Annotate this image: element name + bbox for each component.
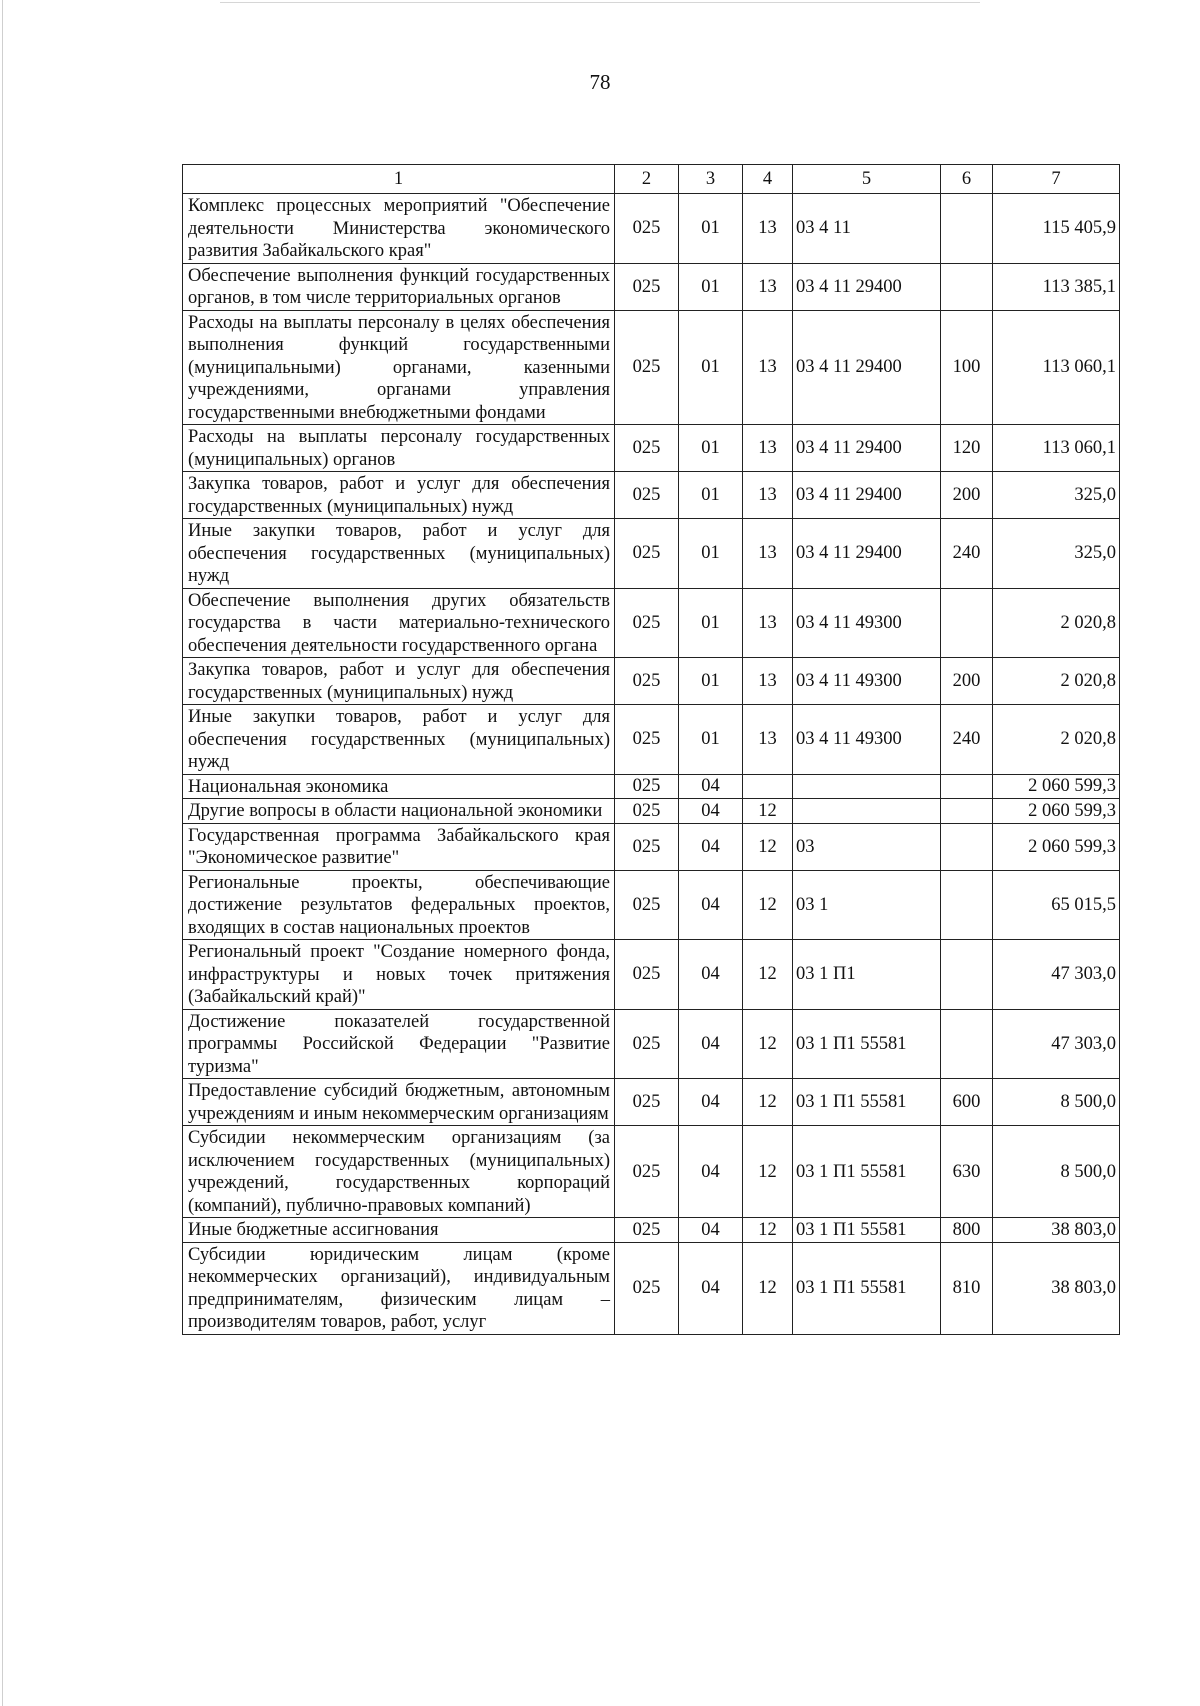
row-name-cell: Другие вопросы в области национальной экономики xyxy=(183,799,615,824)
row-subsection-cell: 13 xyxy=(743,705,793,775)
row-subsection-cell: 12 xyxy=(743,940,793,1010)
table-header-row xyxy=(183,165,1120,194)
row-name-cell: Региональные проекты, обеспечивающие достижение результатов федеральных проектов, входящих в состав национальных проектов xyxy=(183,870,615,940)
row-expense-type-cell: 240 xyxy=(941,519,993,589)
row-sum-cell: 2 020,8 xyxy=(993,588,1120,658)
row-subsection-cell: 13 xyxy=(743,425,793,472)
row-name-cell: Расходы на выплаты персоналу государственных (муниципальных) органов xyxy=(183,425,615,472)
table-row xyxy=(183,472,1120,519)
row-expense-type-cell xyxy=(941,870,993,940)
row-section-cell: 04 xyxy=(679,1009,743,1079)
row-grbs-cell: 025 xyxy=(615,194,679,264)
table-row xyxy=(183,1126,1120,1218)
row-target-article-cell xyxy=(793,799,941,824)
row-subsection-cell: 13 xyxy=(743,519,793,589)
row-name-cell: Расходы на выплаты персоналу в целях обеспечения выполнения функций государственными (муниципальными) органами, казенными учреждениями, органами управления государственными внебюджетными фондами xyxy=(183,310,615,425)
row-target-article-cell: 03 4 11 49300 xyxy=(793,658,941,705)
table-row xyxy=(183,940,1120,1010)
row-section-cell: 04 xyxy=(679,1218,743,1243)
row-grbs-cell: 025 xyxy=(615,823,679,870)
row-sum-cell: 2 020,8 xyxy=(993,705,1120,775)
row-subsection-cell: 12 xyxy=(743,1079,793,1126)
row-subsection-cell: 13 xyxy=(743,658,793,705)
row-expense-type-cell: 120 xyxy=(941,425,993,472)
row-name-cell: Закупка товаров, работ и услуг для обеспечения государственных (муниципальных) нужд xyxy=(183,472,615,519)
row-section-cell: 01 xyxy=(679,588,743,658)
row-grbs-cell: 025 xyxy=(615,705,679,775)
row-section-cell: 01 xyxy=(679,310,743,425)
row-name-cell: Субсидии юридическим лицам (кроме некоммерческих организаций), индивидуальным предпринимателям, физическим лицам – производителям товаров, работ, услуг xyxy=(183,1242,615,1334)
row-section-cell: 04 xyxy=(679,774,743,799)
row-sum-cell: 47 303,0 xyxy=(993,940,1120,1010)
row-target-article-cell: 03 1 П1 55581 xyxy=(793,1242,941,1334)
row-expense-type-cell: 200 xyxy=(941,658,993,705)
row-name-cell: Иные закупки товаров, работ и услуг для обеспечения государственных (муниципальных) нужд xyxy=(183,519,615,589)
row-subsection-cell: 13 xyxy=(743,588,793,658)
table-row xyxy=(183,658,1120,705)
row-target-article-cell: 03 4 11 29400 xyxy=(793,310,941,425)
header-cell-4: 4 xyxy=(743,165,793,194)
row-sum-cell: 2 060 599,3 xyxy=(993,799,1120,824)
row-grbs-cell: 025 xyxy=(615,940,679,1010)
row-section-cell: 01 xyxy=(679,194,743,264)
row-grbs-cell: 025 xyxy=(615,310,679,425)
row-subsection-cell: 13 xyxy=(743,194,793,264)
row-target-article-cell xyxy=(793,774,941,799)
row-section-cell: 04 xyxy=(679,799,743,824)
row-subsection-cell: 13 xyxy=(743,472,793,519)
row-target-article-cell: 03 1 П1 xyxy=(793,940,941,1010)
row-subsection-cell: 13 xyxy=(743,263,793,310)
row-grbs-cell: 025 xyxy=(615,774,679,799)
row-section-cell: 04 xyxy=(679,870,743,940)
row-subsection-cell xyxy=(743,774,793,799)
table-row xyxy=(183,425,1120,472)
row-grbs-cell: 025 xyxy=(615,1242,679,1334)
row-sum-cell: 325,0 xyxy=(993,472,1120,519)
scan-edge-top xyxy=(220,2,980,3)
row-section-cell: 01 xyxy=(679,425,743,472)
row-expense-type-cell: 630 xyxy=(941,1126,993,1218)
table-row xyxy=(183,774,1120,799)
row-grbs-cell: 025 xyxy=(615,1126,679,1218)
row-expense-type-cell xyxy=(941,940,993,1010)
row-section-cell: 04 xyxy=(679,1079,743,1126)
row-expense-type-cell xyxy=(941,1009,993,1079)
row-sum-cell: 2 060 599,3 xyxy=(993,823,1120,870)
row-target-article-cell: 03 1 П1 55581 xyxy=(793,1079,941,1126)
table-row xyxy=(183,870,1120,940)
row-target-article-cell: 03 4 11 29400 xyxy=(793,472,941,519)
row-sum-cell: 113 060,1 xyxy=(993,425,1120,472)
row-sum-cell: 38 803,0 xyxy=(993,1242,1120,1334)
row-sum-cell: 8 500,0 xyxy=(993,1079,1120,1126)
row-section-cell: 01 xyxy=(679,472,743,519)
row-sum-cell: 2 060 599,3 xyxy=(993,774,1120,799)
table-row xyxy=(183,1009,1120,1079)
row-expense-type-cell: 240 xyxy=(941,705,993,775)
row-sum-cell: 8 500,0 xyxy=(993,1126,1120,1218)
row-subsection-cell: 12 xyxy=(743,823,793,870)
table-row xyxy=(183,799,1120,824)
row-section-cell: 01 xyxy=(679,658,743,705)
header-cell-5: 5 xyxy=(793,165,941,194)
row-subsection-cell: 12 xyxy=(743,1009,793,1079)
row-target-article-cell: 03 4 11 49300 xyxy=(793,705,941,775)
row-name-cell: Государственная программа Забайкальского края "Экономическое развитие" xyxy=(183,823,615,870)
row-name-cell: Иные бюджетные ассигнования xyxy=(183,1218,615,1243)
row-name-cell: Предоставление субсидий бюджетным, автономным учреждениям и иным некоммерческим организациям xyxy=(183,1079,615,1126)
row-grbs-cell: 025 xyxy=(615,588,679,658)
table-row xyxy=(183,519,1120,589)
row-name-cell: Закупка товаров, работ и услуг для обеспечения государственных (муниципальных) нужд xyxy=(183,658,615,705)
scan-edge-left xyxy=(2,0,3,1706)
row-section-cell: 04 xyxy=(679,823,743,870)
row-grbs-cell: 025 xyxy=(615,519,679,589)
row-target-article-cell: 03 1 xyxy=(793,870,941,940)
table-row xyxy=(183,823,1120,870)
row-section-cell: 04 xyxy=(679,1242,743,1334)
row-sum-cell: 65 015,5 xyxy=(993,870,1120,940)
row-name-cell: Обеспечение выполнения других обязательств государства в части материально-технического обеспечения деятельности государственного органа xyxy=(183,588,615,658)
header-cell-2: 2 xyxy=(615,165,679,194)
table-row xyxy=(183,1218,1120,1243)
row-grbs-cell: 025 xyxy=(615,870,679,940)
row-sum-cell: 38 803,0 xyxy=(993,1218,1120,1243)
row-subsection-cell: 12 xyxy=(743,799,793,824)
page-number: 78 xyxy=(589,70,611,94)
row-target-article-cell: 03 1 П1 55581 xyxy=(793,1009,941,1079)
row-subsection-cell: 12 xyxy=(743,1126,793,1218)
row-sum-cell: 325,0 xyxy=(993,519,1120,589)
row-grbs-cell: 025 xyxy=(615,658,679,705)
table-row xyxy=(183,588,1120,658)
header-cell-6: 6 xyxy=(941,165,993,194)
row-target-article-cell: 03 1 П1 55581 xyxy=(793,1126,941,1218)
row-grbs-cell: 025 xyxy=(615,1218,679,1243)
row-name-cell: Субсидии некоммерческим организациям (за исключением государственных (муниципальных) учреждений, государственных корпораций (компаний), публично-правовых компаний) xyxy=(183,1126,615,1218)
row-grbs-cell: 025 xyxy=(615,1079,679,1126)
table-row xyxy=(183,310,1120,425)
row-expense-type-cell xyxy=(941,588,993,658)
budget-table xyxy=(182,164,1120,1335)
row-target-article-cell: 03 xyxy=(793,823,941,870)
row-grbs-cell: 025 xyxy=(615,425,679,472)
row-subsection-cell: 12 xyxy=(743,870,793,940)
row-target-article-cell: 03 4 11 xyxy=(793,194,941,264)
row-subsection-cell: 12 xyxy=(743,1218,793,1243)
row-target-article-cell: 03 4 11 29400 xyxy=(793,425,941,472)
row-section-cell: 01 xyxy=(679,519,743,589)
table-row xyxy=(183,1242,1120,1334)
row-sum-cell: 47 303,0 xyxy=(993,1009,1120,1079)
header-cell-7: 7 xyxy=(993,165,1120,194)
row-grbs-cell: 025 xyxy=(615,799,679,824)
row-target-article-cell: 03 4 11 49300 xyxy=(793,588,941,658)
header-cell-3: 3 xyxy=(679,165,743,194)
row-subsection-cell: 13 xyxy=(743,310,793,425)
header-cell-1: 1 xyxy=(183,165,615,194)
row-expense-type-cell xyxy=(941,823,993,870)
table-row xyxy=(183,194,1120,264)
row-sum-cell: 115 405,9 xyxy=(993,194,1120,264)
row-expense-type-cell xyxy=(941,774,993,799)
row-grbs-cell: 025 xyxy=(615,263,679,310)
row-subsection-cell: 12 xyxy=(743,1242,793,1334)
table-row xyxy=(183,263,1120,310)
row-target-article-cell: 03 4 11 29400 xyxy=(793,519,941,589)
row-expense-type-cell xyxy=(941,263,993,310)
row-section-cell: 01 xyxy=(679,263,743,310)
row-sum-cell: 2 020,8 xyxy=(993,658,1120,705)
row-name-cell: Обеспечение выполнения функций государственных органов, в том числе территориальных органов xyxy=(183,263,615,310)
row-sum-cell: 113 060,1 xyxy=(993,310,1120,425)
row-name-cell: Национальная экономика xyxy=(183,774,615,799)
row-target-article-cell: 03 4 11 29400 xyxy=(793,263,941,310)
row-expense-type-cell: 600 xyxy=(941,1079,993,1126)
row-name-cell: Достижение показателей государственной программы Российской Федерации "Развитие туризма" xyxy=(183,1009,615,1079)
row-sum-cell: 113 385,1 xyxy=(993,263,1120,310)
row-name-cell: Иные закупки товаров, работ и услуг для обеспечения государственных (муниципальных) нужд xyxy=(183,705,615,775)
row-expense-type-cell xyxy=(941,799,993,824)
row-grbs-cell: 025 xyxy=(615,472,679,519)
row-name-cell: Комплекс процессных мероприятий "Обеспечение деятельности Министерства экономического развития Забайкальского края" xyxy=(183,194,615,264)
row-section-cell: 04 xyxy=(679,1126,743,1218)
row-section-cell: 01 xyxy=(679,705,743,775)
table-row xyxy=(183,1079,1120,1126)
row-expense-type-cell xyxy=(941,194,993,264)
row-expense-type-cell: 800 xyxy=(941,1218,993,1243)
row-target-article-cell: 03 1 П1 55581 xyxy=(793,1218,941,1243)
row-expense-type-cell: 810 xyxy=(941,1242,993,1334)
row-expense-type-cell: 100 xyxy=(941,310,993,425)
row-grbs-cell: 025 xyxy=(615,1009,679,1079)
row-expense-type-cell: 200 xyxy=(941,472,993,519)
row-name-cell: Региональный проект "Создание номерного фонда, инфраструктуры и новых точек притяжения (Забайкальский край)" xyxy=(183,940,615,1010)
row-section-cell: 04 xyxy=(679,940,743,1010)
table-row xyxy=(183,705,1120,775)
